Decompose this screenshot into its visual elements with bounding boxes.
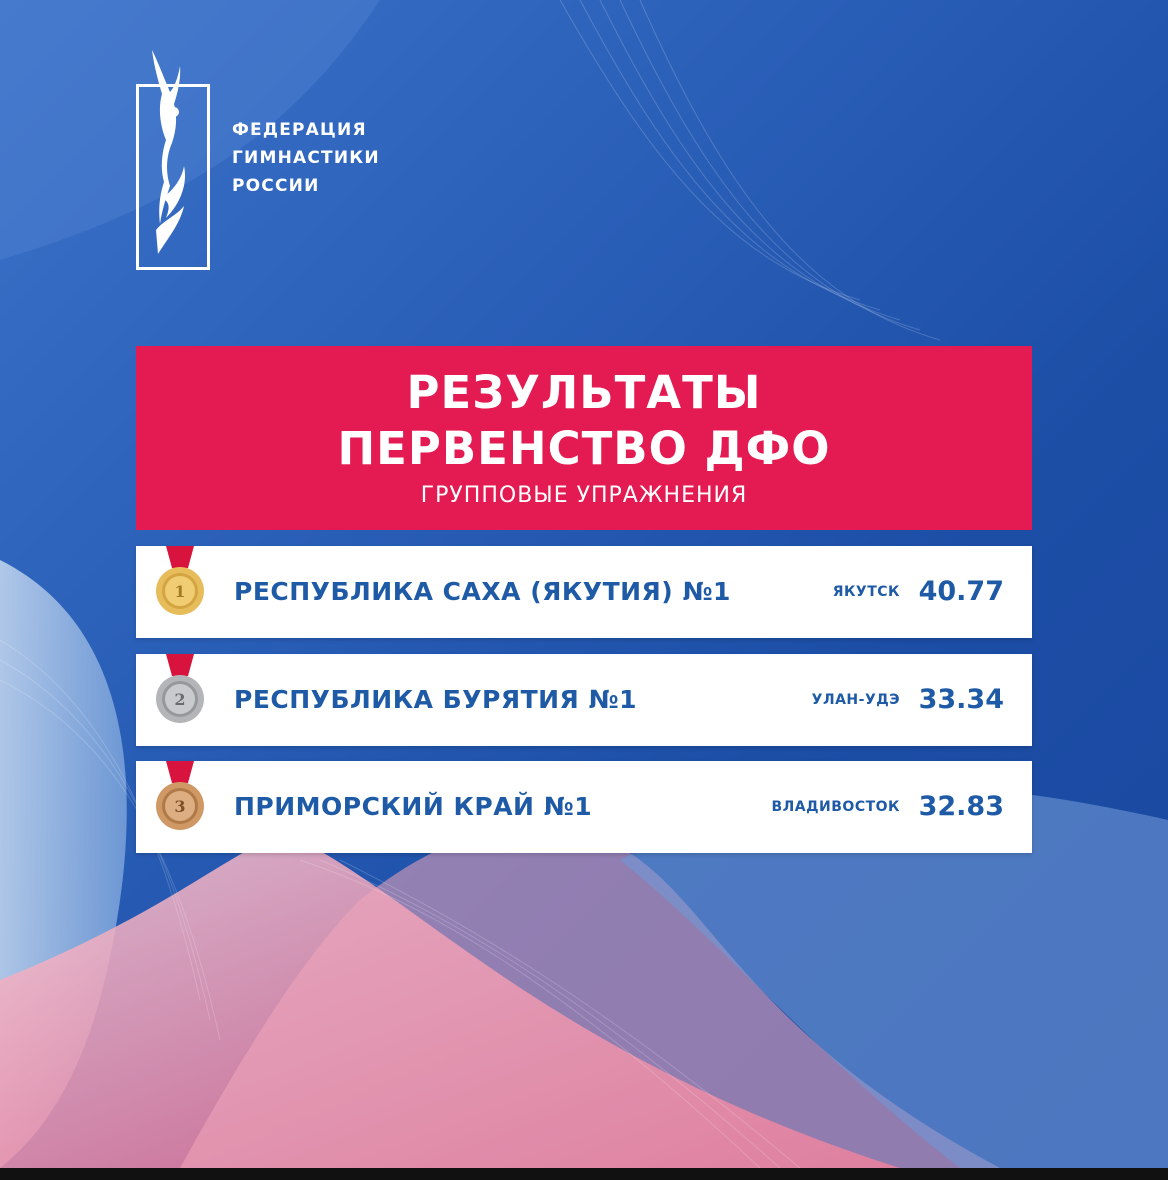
svg-text:3: 3 — [174, 797, 186, 816]
logo-line-1: ФЕДЕРАЦИЯ — [232, 120, 367, 140]
team-score: 40.77 — [918, 576, 1004, 607]
results-header — [136, 346, 1032, 530]
svg-text:2: 2 — [174, 690, 186, 709]
header-title-line-2: ПЕРВЕНСТВО ДФО — [337, 422, 831, 475]
gymnast-icon — [140, 48, 210, 270]
header-subtitle: ГРУППОВЫЕ УПРАЖНЕНИЯ — [420, 483, 748, 508]
team-name: РЕСПУБЛИКА БУРЯТИЯ №1 — [234, 685, 637, 714]
team-name: РЕСПУБЛИКА САХА (ЯКУТИЯ) №1 — [234, 577, 731, 606]
bottom-bar — [0, 1168, 1168, 1180]
team-score: 33.34 — [918, 684, 1004, 715]
logo-line-2: ГИМНАСТИКИ — [232, 148, 380, 168]
header-title-line-1: РЕЗУЛЬТАТЫ — [406, 366, 762, 419]
bronze-medal-icon — [150, 761, 210, 853]
team-city: ВЛАДИВОСТОК — [771, 799, 900, 815]
team-score: 32.83 — [918, 791, 1004, 822]
gold-medal-icon — [150, 546, 210, 638]
result-row-3 — [136, 761, 1032, 853]
result-row-1 — [136, 546, 1032, 638]
silver-medal-icon — [150, 654, 210, 746]
team-city: УЛАН-УДЭ — [811, 692, 900, 708]
svg-text:1: 1 — [174, 582, 186, 601]
logo-text — [232, 116, 380, 200]
team-city: ЯКУТСК — [832, 584, 900, 600]
result-row-2 — [136, 654, 1032, 746]
logo-line-3: РОССИИ — [232, 176, 320, 196]
team-name: ПРИМОРСКИЙ КРАЙ №1 — [234, 792, 593, 821]
